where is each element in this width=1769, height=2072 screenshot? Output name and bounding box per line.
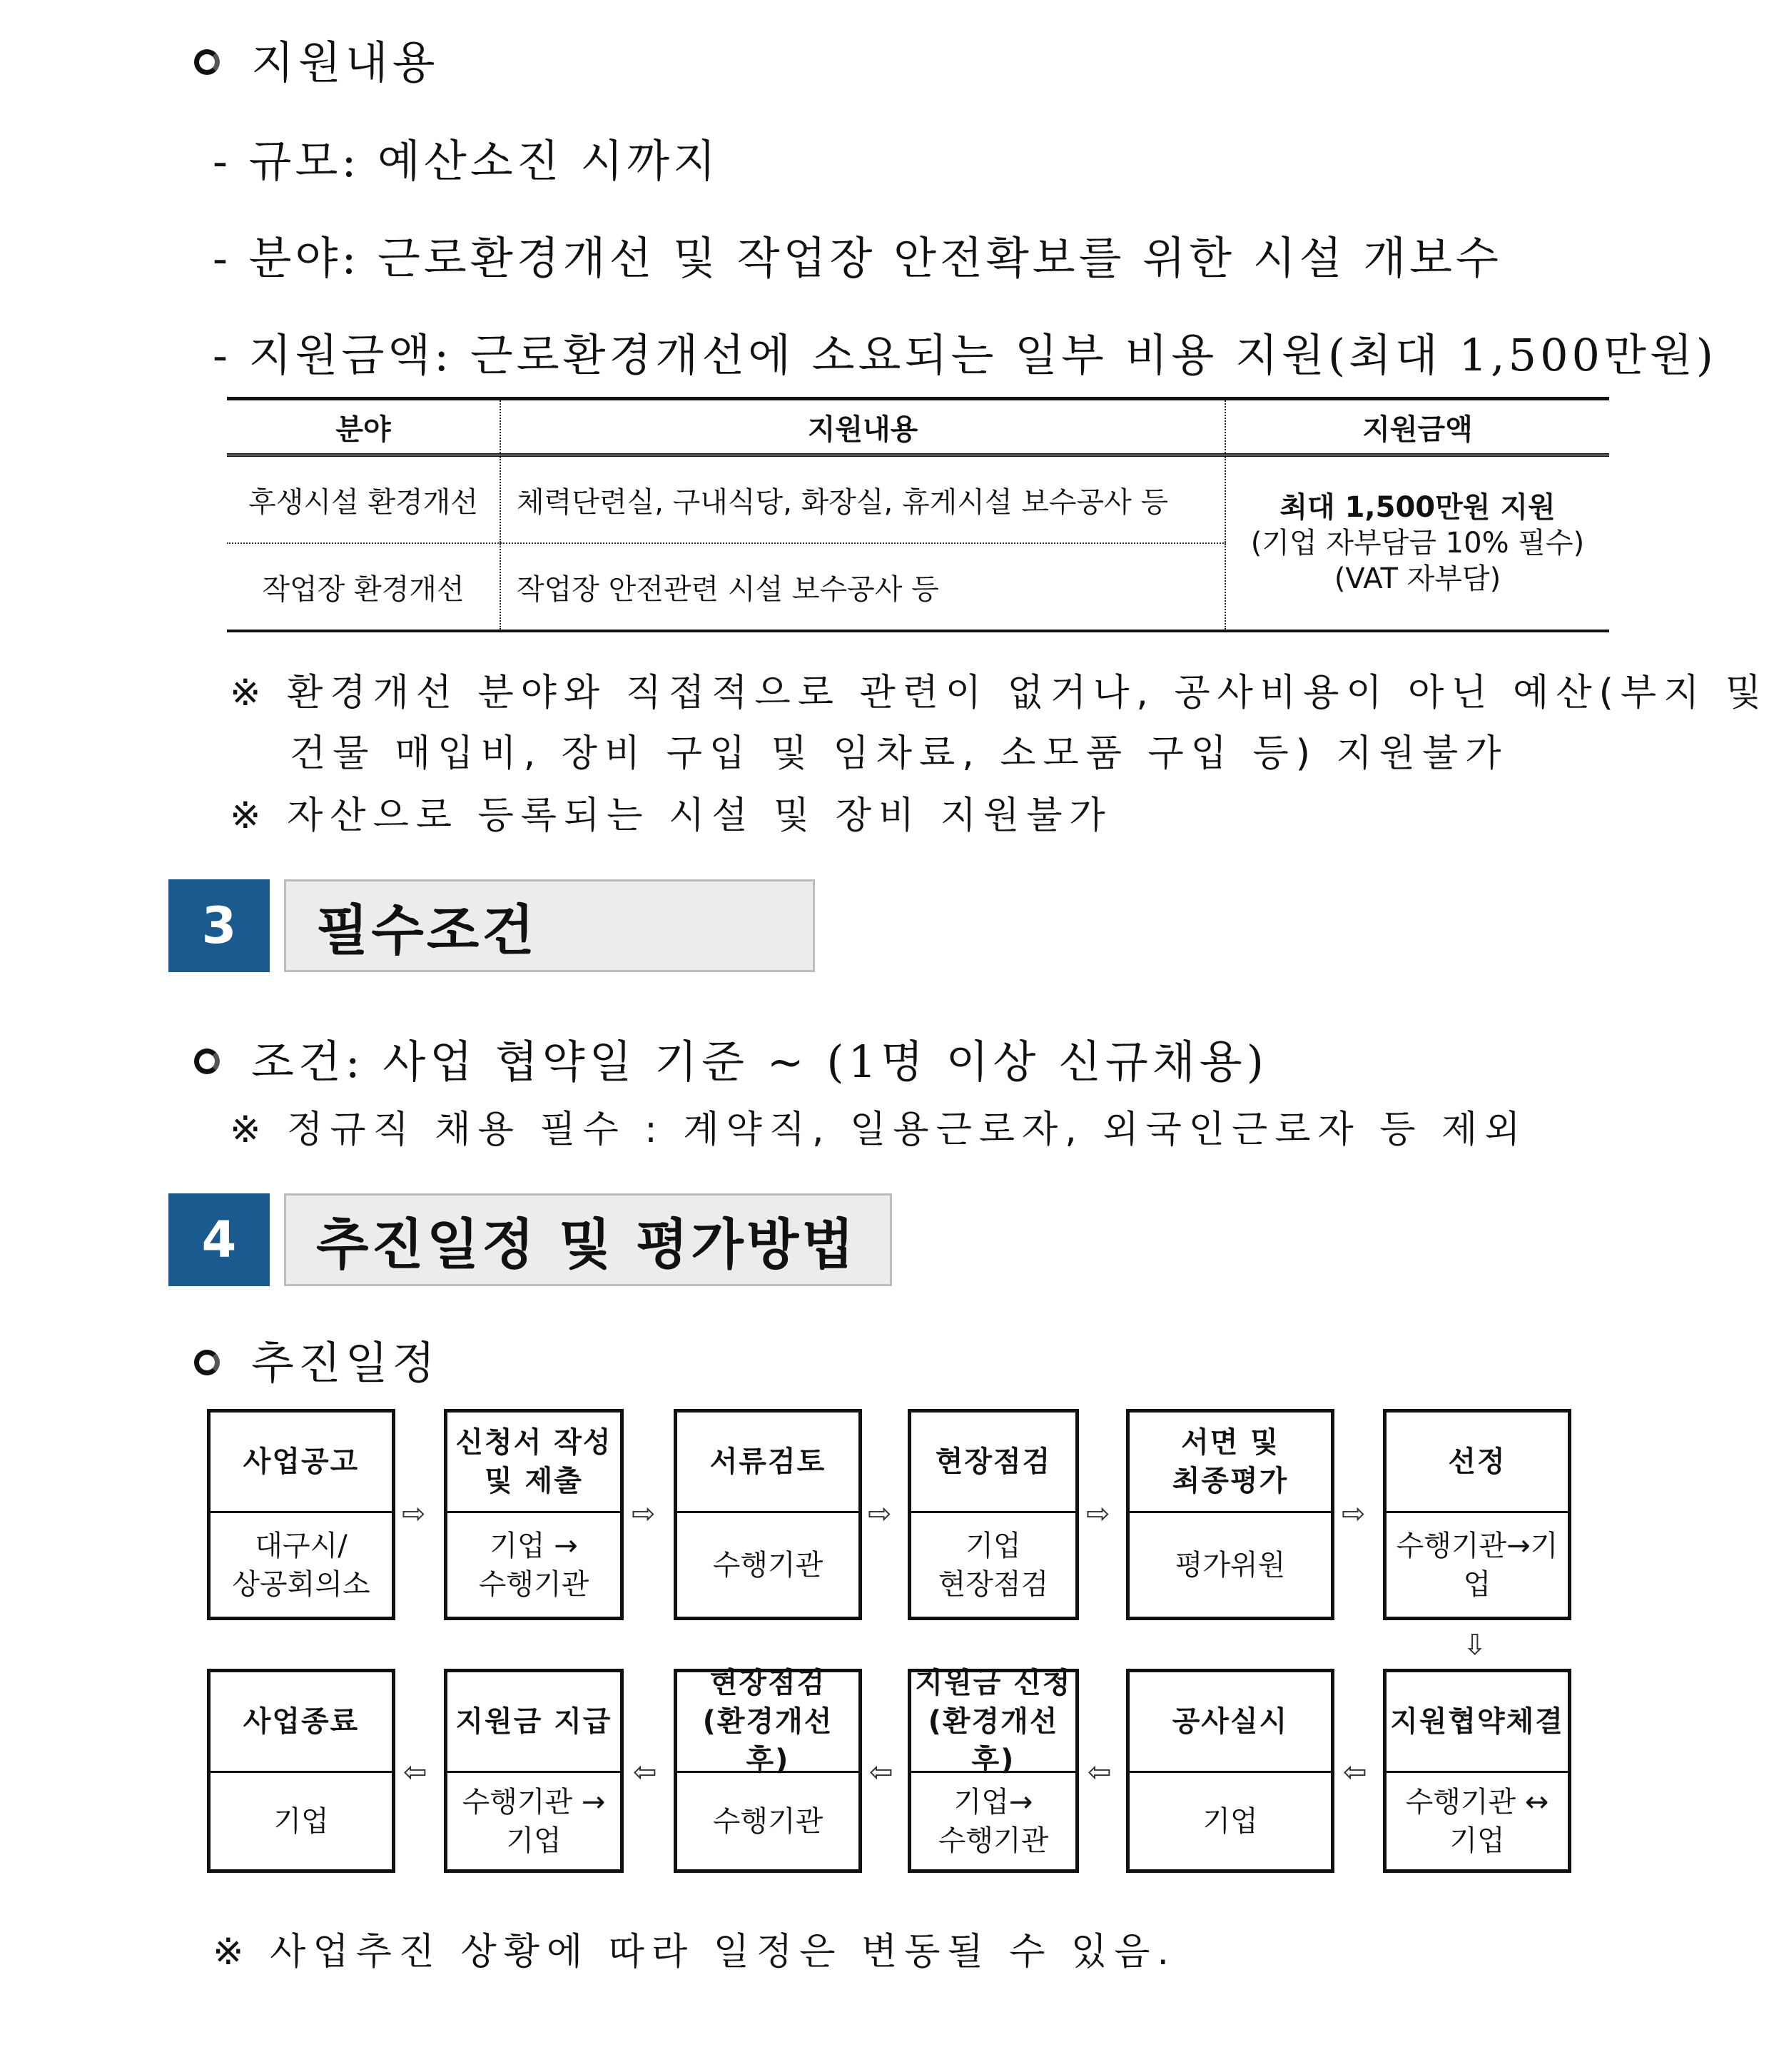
arrow-left-icon: ⇦	[633, 1756, 657, 1789]
arrow-left-icon: ⇦	[1088, 1756, 1112, 1789]
flow-step-selection	[1383, 1409, 1571, 1620]
arrow-right-icon: ⇨	[632, 1497, 656, 1530]
flow-step-actor: 평가위원	[1175, 1548, 1286, 1582]
flow-step-actor: 수행기관 → 기업	[462, 1785, 606, 1857]
schedule-heading: 추진일정	[194, 1328, 440, 1391]
circle-bullet-icon	[194, 1048, 220, 1074]
amount-sub2: (VAT 자부담)	[1334, 562, 1501, 595]
flow-step-title: 서면 및 최종평가	[1130, 1413, 1331, 1513]
table-header-row	[227, 399, 1609, 455]
flow-step-evaluation	[1126, 1409, 1334, 1620]
amount-sub1: (기업 자부담금 10% 필수)	[1250, 527, 1585, 560]
flow-step-payment	[444, 1669, 624, 1873]
flow-step-actor: 수행기관 ↔ 기업	[1405, 1785, 1549, 1857]
flow-step-title: 선정	[1387, 1413, 1568, 1513]
support-item-amount: - 지원금액: 근로환경개선에 소요되는 일부 비용 지원(최대 1,500만원)	[213, 329, 1717, 381]
table-header-content: 지원내용	[500, 399, 1225, 455]
section-number-4: 4	[168, 1193, 270, 1286]
condition-line: 조건: 사업 협약일 기준 ~ (1명 이상 신규채용)	[194, 1026, 1268, 1090]
arrow-left-icon: ⇦	[1343, 1756, 1367, 1789]
support-heading: 지원내용	[194, 27, 440, 91]
circle-bullet-icon	[194, 49, 220, 75]
arrow-right-icon: ⇨	[402, 1497, 426, 1530]
table-header-field: 분야	[227, 399, 500, 455]
table-cell-content: 작업장 안전관련 시설 보수공사 등	[500, 543, 1225, 631]
table-cell-content: 체력단련실, 구내식당, 화장실, 휴게시설 보수공사 등	[500, 455, 1225, 544]
table-cell-amount	[1225, 455, 1609, 632]
flow-step-title: 사업공고	[211, 1413, 392, 1513]
flow-step-title: 지원협약체결	[1387, 1672, 1568, 1773]
support-table	[227, 397, 1609, 632]
flow-step-post-inspection	[674, 1669, 862, 1873]
flow-step-title: 신청서 작성 및 제출	[447, 1413, 620, 1513]
flow-step-actor: 수행기관→기업	[1396, 1529, 1558, 1601]
flow-step-completion	[207, 1669, 395, 1873]
flow-step-actor: 기업 현장점검	[938, 1529, 1049, 1601]
flow-step-agreement	[1383, 1669, 1571, 1873]
flow-step-application	[444, 1409, 624, 1620]
arrow-right-icon: ⇨	[868, 1497, 892, 1530]
amount-main: 최대 1,500만원 지원	[1279, 491, 1556, 524]
flow-step-title: 지원금 지급	[447, 1672, 620, 1773]
section-title-4: 추진일정 및 평가방법	[284, 1193, 892, 1286]
arrow-down-icon: ⇩	[1463, 1629, 1487, 1662]
support-note-1-cont: 건물 매입비, 장비 구입 및 임차료, 소모품 구입 등) 지원불가	[290, 732, 1509, 775]
flow-step-actor: 대구시/ 상공회의소	[232, 1529, 370, 1601]
flow-step-site-inspection	[908, 1409, 1079, 1620]
flow-step-actor: 기업	[273, 1804, 329, 1838]
flow-step-construction	[1126, 1669, 1334, 1873]
condition-note: ※ 정규직 채용 필수 : 계약직, 일용근로자, 외국인근로자 등 제외	[230, 1108, 1528, 1151]
schedule-note: ※ 사업추진 상황에 따라 일정은 변동될 수 있음.	[213, 1931, 1176, 1974]
flow-step-title: 지원금 신청 (환경개선 후)	[911, 1672, 1075, 1773]
circle-bullet-icon	[194, 1350, 220, 1375]
support-note-1: ※ 환경개선 분야와 직접적으로 관련이 없거나, 공사비용이 아닌 예산(부지 및	[230, 672, 1769, 714]
support-note-2: ※ 자산으로 등록되는 시설 및 장비 지원불가	[230, 794, 1112, 837]
flow-step-actor: 기업→ 수행기관	[938, 1785, 1049, 1857]
arrow-right-icon: ⇨	[1342, 1497, 1366, 1530]
flow-step-announcement	[207, 1409, 395, 1620]
arrow-left-icon: ⇦	[869, 1756, 893, 1789]
table-row	[227, 455, 1609, 544]
support-item-scale: - 규모: 예산소진 시까지	[213, 135, 719, 187]
flow-step-title: 사업종료	[211, 1672, 392, 1773]
flow-step-title: 현장점검	[911, 1413, 1075, 1513]
flow-step-fund-application	[908, 1669, 1079, 1873]
flow-step-actor: 수행기관	[712, 1804, 823, 1838]
section-number-3: 3	[168, 879, 270, 972]
section-title-3: 필수조건	[284, 879, 815, 972]
arrow-left-icon: ⇦	[403, 1756, 427, 1789]
flow-step-actor: 기업 → 수행기관	[478, 1529, 589, 1601]
table-header-amount: 지원금액	[1225, 399, 1609, 455]
flow-step-title: 현장점검 (환경개선 후)	[677, 1672, 858, 1773]
flow-step-actor: 수행기관	[712, 1548, 823, 1582]
flow-step-title: 서류검토	[677, 1413, 858, 1513]
support-item-field: - 분야: 근로환경개선 및 작업장 안전확보를 위한 시설 개보수	[213, 232, 1502, 284]
flow-step-document-review	[674, 1409, 862, 1620]
table-cell-field: 후생시설 환경개선	[227, 455, 500, 544]
flow-step-actor: 기업	[1202, 1804, 1258, 1838]
flow-step-title: 공사실시	[1130, 1672, 1331, 1773]
arrow-right-icon: ⇨	[1086, 1497, 1110, 1530]
table-cell-field: 작업장 환경개선	[227, 543, 500, 631]
